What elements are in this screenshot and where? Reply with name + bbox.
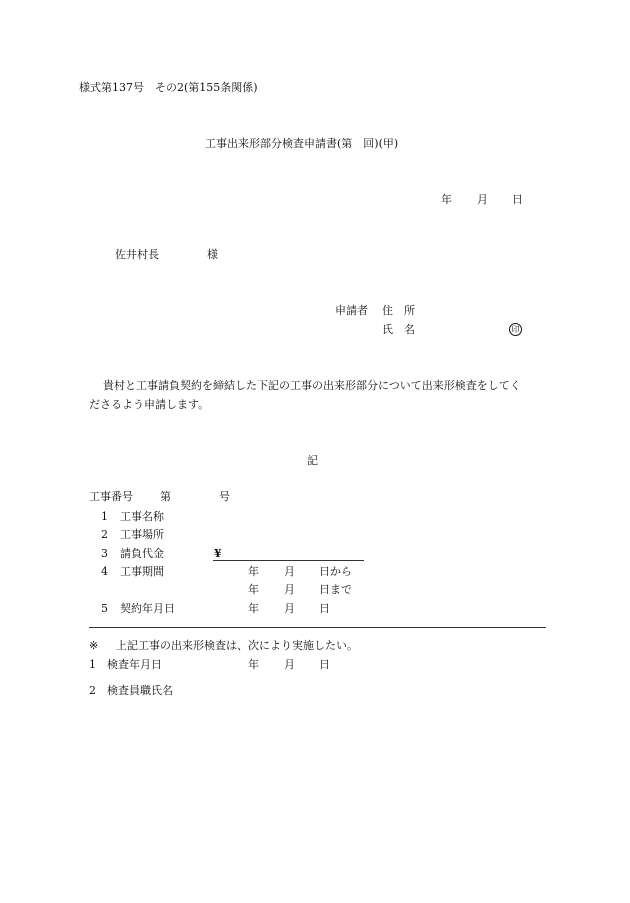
item-5-label: 契約年月日 — [120, 602, 175, 615]
date-month-label: 月 — [477, 193, 488, 206]
contract-date-month: 月 — [284, 602, 295, 615]
date-year-label: 年 — [441, 193, 452, 206]
applicant-label: 申請者 — [335, 304, 368, 317]
construction-number-label: 工事番号 — [89, 490, 133, 503]
item-3-number: 3 — [101, 547, 108, 560]
item-2-number: 2 — [101, 528, 108, 541]
document-title: 工事出来形部分検査申請書(第 回)(甲) — [205, 137, 399, 150]
applicant-name-label: 氏 名 — [382, 323, 415, 336]
contract-date-day: 日 — [319, 602, 330, 615]
addressee-honorific: 様 — [207, 248, 218, 261]
yen-mark: ¥ — [214, 547, 222, 560]
item-3-label: 請負代金 — [120, 547, 164, 560]
form-number: 様式第137号 その2(第155条関係) — [79, 81, 258, 94]
section-divider — [89, 627, 546, 628]
period-start-day: 日から — [319, 565, 352, 578]
seal-mark: 印 — [509, 323, 522, 336]
contract-amount-underline — [213, 560, 364, 561]
inspection-date-day: 日 — [319, 658, 330, 671]
item-1-number: 1 — [101, 510, 108, 523]
note-mark: ※ — [89, 639, 99, 652]
body-text-line-1: 貴村と工事請負契約を締結した下記の工事の出来形部分について出来形検査をしてく — [103, 379, 521, 392]
period-end-year: 年 — [248, 583, 259, 596]
date-day-label: 日 — [512, 193, 523, 206]
ki-heading: 記 — [307, 454, 318, 467]
construction-number-suffix: 号 — [219, 490, 230, 503]
contract-date-year: 年 — [248, 602, 259, 615]
period-start-month: 月 — [284, 565, 295, 578]
item-4-number: 4 — [101, 565, 108, 578]
item-1-label: 工事名称 — [120, 510, 164, 523]
inspection-date-year: 年 — [248, 658, 259, 671]
item-4-label: 工事期間 — [120, 565, 164, 578]
applicant-address-label: 住 所 — [382, 304, 415, 317]
inspection-date-number: 1 — [89, 658, 96, 671]
inspector-label: 検査員職氏名 — [107, 684, 173, 697]
period-start-year: 年 — [248, 565, 259, 578]
note-text: 上記工事の出来形検査は、次により実施したい。 — [116, 639, 358, 652]
item-5-number: 5 — [101, 602, 108, 615]
addressee-name: 佐井村長 — [115, 248, 159, 261]
inspection-date-month: 月 — [284, 658, 295, 671]
period-end-month: 月 — [284, 583, 295, 596]
period-end-day: 日まで — [319, 583, 352, 596]
inspection-date-label: 検査年月日 — [107, 658, 162, 671]
item-2-label: 工事場所 — [120, 528, 164, 541]
body-text-line-2: ださるよう申請します。 — [89, 398, 210, 411]
inspector-number: 2 — [89, 684, 96, 697]
construction-number-prefix: 第 — [160, 490, 171, 503]
